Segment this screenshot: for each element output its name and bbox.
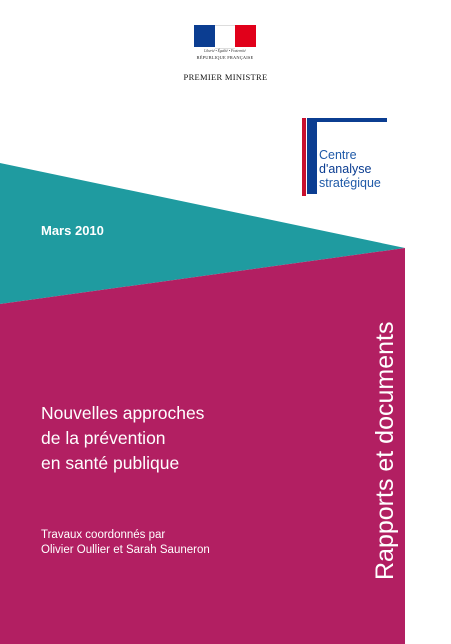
motto: Liberté • Égalité • Fraternité [204, 49, 246, 53]
report-title [41, 401, 204, 476]
logo-line-2: d'analyse [319, 162, 372, 176]
title-line: Nouvelles approches [41, 403, 205, 423]
cas-logo [302, 118, 402, 198]
republic-label: RÉPUBLIQUE FRANÇAISE [196, 55, 254, 60]
logo-line-3: stratégique [319, 176, 381, 190]
title-line: de la prévention [41, 428, 166, 448]
logo-blue-bar [307, 118, 317, 194]
publication-date: Mars 2010 [41, 223, 104, 238]
title-line: en santé publique [41, 453, 180, 473]
logo-line-1: Centre [319, 148, 357, 162]
credits [41, 528, 210, 558]
tricolor-flag-icon [194, 25, 256, 47]
logo-top-bar [307, 118, 387, 122]
logo-red-bar [302, 118, 306, 196]
ministry-label: PREMIER MINISTRE [183, 72, 268, 82]
credit-line: Olivier Oullier et Sarah Sauneron [41, 544, 210, 556]
credit-line: Travaux coordonnés par [41, 529, 166, 541]
marianne-logo [194, 25, 256, 65]
collection-title: Rapports et documents [371, 321, 399, 580]
